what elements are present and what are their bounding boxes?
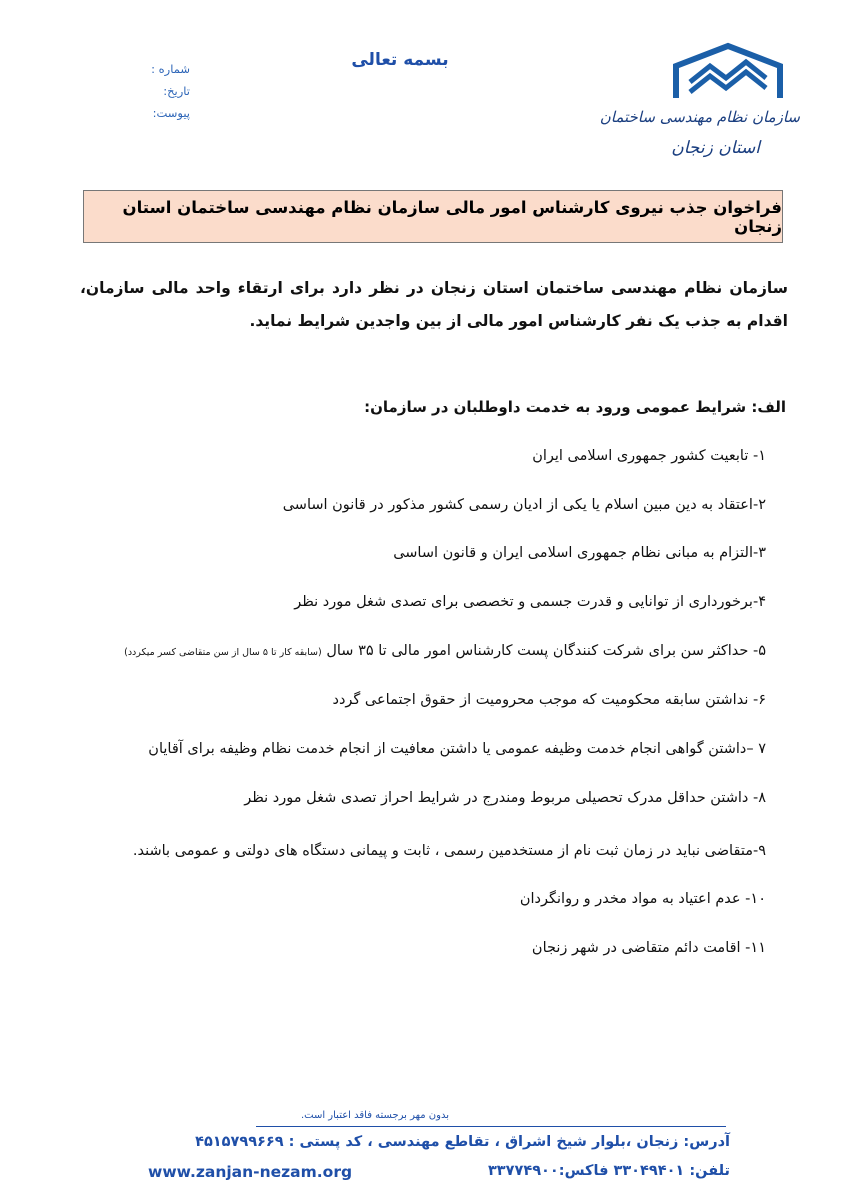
date-label: تاریخ: xyxy=(163,84,190,98)
footer-note: بدون مهر برجسته فاقد اعتبار است. xyxy=(300,1110,450,1121)
attachment-label: پیوست: xyxy=(152,106,190,120)
condition-item: ۲-اعتقاد به دین مبین اسلام یا یکی از ادیان رسمی کشور مذکور در قانون اساسی xyxy=(282,497,766,513)
condition-item: ۱۱- اقامت دائم متقاضی در شهر زنجان xyxy=(531,940,766,956)
condition-item: ۹-متقاضی نباید در زمان ثبت نام از مستخدمین رسمی ، ثابت و پیمانی دستگاه های دولتی و عمومی باشند. xyxy=(132,843,766,859)
org-name-line1: سازمان نظام مهندسی ساختمان xyxy=(599,108,800,126)
section-heading: الف: شرایط عمومی ورود به خدمت داوطلبان در سازمان: xyxy=(364,398,786,416)
org-name-line2: استان زنجان xyxy=(671,138,760,158)
number-label: شماره : xyxy=(151,62,190,76)
basmala-heading: بسمه تعالی xyxy=(351,50,449,70)
footer-divider xyxy=(256,1126,726,1127)
condition-item: ۱۰- عدم اعتیاد به مواد مخدر و روانگردان xyxy=(519,891,766,907)
footer-phone-fax: تلفن: ۳۳۰۴۹۴۰۱ فاکس:۳۳۷۷۴۹۰۰ xyxy=(487,1163,730,1179)
condition-item: ۳-التزام به مبانی نظام جمهوری اسلامی ایران و قانون اساسی xyxy=(393,545,766,561)
intro-paragraph: سازمان نظام مهندسی ساختمان استان زنجان در نظر دارد برای ارتقاء واحد مالی سازمان، اقدام به جذب یک نفر کارشناس امور مالی از بین واجدین شرایط نماید. xyxy=(80,279,788,330)
condition-item xyxy=(40,643,766,659)
title-box xyxy=(83,190,783,243)
organization-logo xyxy=(599,42,800,172)
condition-item: ۴-برخورداری از توانایی و قدرت جسمی و تخصصی برای تصدی شغل مورد نظر xyxy=(294,594,766,610)
building-logo-icon xyxy=(668,42,788,104)
footer-website-link[interactable]: www.zanjan-nezam.org xyxy=(148,1163,353,1181)
condition-item-text: ۵- حداکثر سن برای شرکت کنندگان پست کارشناس امور مالی تا ۳۵ سال xyxy=(326,643,766,659)
condition-item: ۶- نداشتن سابقه محکومیت که موجب محرومیت از حقوق اجتماعی گردد xyxy=(332,692,766,708)
condition-item-note: (سابقه کار تا ۵ سال از سن متقاضی کسر میکردد) xyxy=(124,647,322,658)
condition-item: ۷ –داشتن گواهی انجام خدمت وظیفه عمومی یا داشتن معافیت از انجام خدمت نظام وظیفه برای آقایان xyxy=(148,741,766,757)
condition-item: ۸- داشتن حداقل مدرک تحصیلی مربوط ومندرج در شرایط احراز تصدی شغل مورد نظر xyxy=(244,790,766,806)
page-title: فراخوان جذب نیروی کارشناس امور مالی سازمان نظام مهندسی ساختمان استان زنجان xyxy=(122,197,782,236)
letter-meta xyxy=(110,58,190,124)
footer-address: آدرس: زنجان ،بلوار شیخ اشراق ، تقاطع مهندسی ، کد پستی : ۴۵۱۵۷۹۹۶۶۹ xyxy=(195,1134,730,1150)
condition-item: ۱- تابعیت کشور جمهوری اسلامی ایران xyxy=(532,448,766,464)
